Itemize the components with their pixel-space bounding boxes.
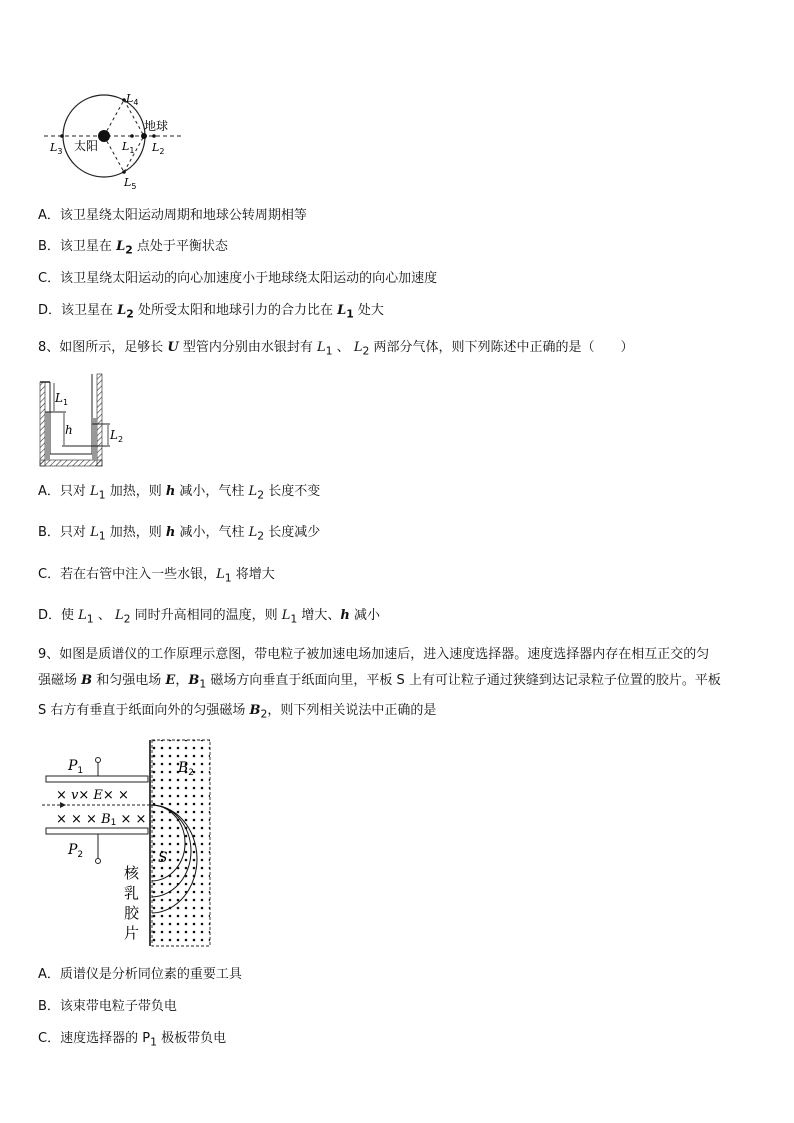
label-p2: $P_2$ bbox=[68, 842, 84, 860]
dashed-l4 bbox=[104, 100, 124, 136]
film-label-4: 片 bbox=[124, 924, 140, 942]
q9-stem-line2: 强磁场 B 和匀强电场 E，$B_1$ 磁场方向垂直于纸面向里，平板 S 上有可让粒子通过狭缝到达记录粒子位置的胶片。平板 bbox=[38, 673, 721, 691]
l3-label: $L_3$ bbox=[50, 141, 63, 156]
q9-option-a: A．质谱仪是分析同位素的重要工具 bbox=[38, 967, 242, 982]
label-row1: × v× E× × bbox=[56, 788, 129, 803]
q8-option-c: C．若在右管中注入一些水银，$L_1$ 将增大 bbox=[38, 567, 275, 585]
tube-wall-right bbox=[97, 374, 102, 466]
p1-terminal-dot bbox=[96, 758, 101, 763]
q8-option-d: D．使 $L_1$ 、 $L_2$ 同时升高相同的温度，则 $L_1$ 增大、h 减小 bbox=[38, 608, 381, 626]
sun-dot bbox=[98, 130, 110, 142]
q7-option-b: B．该卫星在 $L_2$ 点处于平衡状态 bbox=[38, 239, 228, 257]
q9-stem bbox=[38, 642, 764, 727]
fig-l2-label: $L_2$ bbox=[110, 428, 124, 444]
l5-dot bbox=[122, 170, 126, 174]
l4-label: $L_4$ bbox=[126, 92, 139, 107]
q7-option-d: D．该卫星在 $L_2$ 处所受太阳和地球引力的合力比在 $L_1$ 处大 bbox=[38, 303, 384, 321]
label-row2: × × × B1 × × bbox=[56, 812, 147, 828]
l3-dot bbox=[60, 134, 64, 138]
fig-l1-label: $L_1$ bbox=[55, 391, 69, 407]
q8-option-a: A．只对 $L_1$ 加热，则 h 减小，气柱 $L_2$ 长度不变 bbox=[38, 484, 321, 502]
film-label-3: 胶 bbox=[124, 904, 140, 922]
tube-wall-bottom bbox=[40, 460, 102, 466]
mercury-left bbox=[45, 412, 50, 460]
plate-p1 bbox=[46, 776, 148, 782]
q9-option-b: B．该束带电粒子带负电 bbox=[38, 999, 177, 1014]
earth-label: 地球 bbox=[144, 119, 169, 133]
film-label-2: 乳 bbox=[124, 884, 140, 902]
tube-wall-left bbox=[40, 382, 45, 466]
q9-option-c: C．速度选择器的 $P_1$ 极板带负电 bbox=[38, 1031, 227, 1049]
l1-label: $L_1$ bbox=[122, 140, 135, 155]
l1-dot bbox=[130, 134, 134, 138]
l5-label: $L_5$ bbox=[124, 176, 137, 191]
label-p1: $P_1$ bbox=[68, 758, 84, 776]
mass-spectrometer-figure bbox=[38, 736, 218, 950]
q7-option-a: A．该卫星绕太阳运动周期和地球公转周期相等 bbox=[38, 208, 307, 223]
sun-label: 太阳 bbox=[74, 139, 99, 153]
l2-dot bbox=[152, 134, 156, 138]
plate-p2 bbox=[46, 828, 148, 834]
q9-stem-line1: 9、如图是质谱仪的工作原理示意图，带电粒子被加速电场加速后，进入速度选择器。速度选择器内存在相互正交的匀 bbox=[38, 647, 710, 662]
q9-stem-line3: S 右方有垂直于纸面向外的匀强磁场 $B_2$，则下列相关说法中正确的是 bbox=[38, 702, 437, 721]
q8-option-b: B．只对 $L_1$ 加热，则 h 减小，气柱 $L_2$ 长度减少 bbox=[38, 525, 321, 543]
fig-h-label: h bbox=[65, 423, 73, 437]
label-b2: $B_2$ bbox=[178, 760, 195, 778]
earth-dot bbox=[141, 133, 147, 139]
l2-label: $L_2$ bbox=[152, 141, 165, 156]
label-s: S bbox=[158, 850, 168, 866]
q7-option-c: C．该卫星绕太阳运动的向心加速度小于地球绕太阳运动的向心加速度 bbox=[38, 271, 438, 286]
film-label-1: 核 bbox=[124, 864, 140, 882]
p2-terminal-dot bbox=[96, 859, 101, 864]
lagrange-figure bbox=[40, 88, 190, 193]
u-tube-figure bbox=[36, 372, 136, 468]
dashed-l5 bbox=[104, 136, 124, 172]
q8-stem: 8、如图所示，足够长 U 型管内分别由水银封有 $L_1$ 、 $L_2$ 两部分气体，则下列陈述中正确的是（ ） bbox=[38, 340, 634, 358]
